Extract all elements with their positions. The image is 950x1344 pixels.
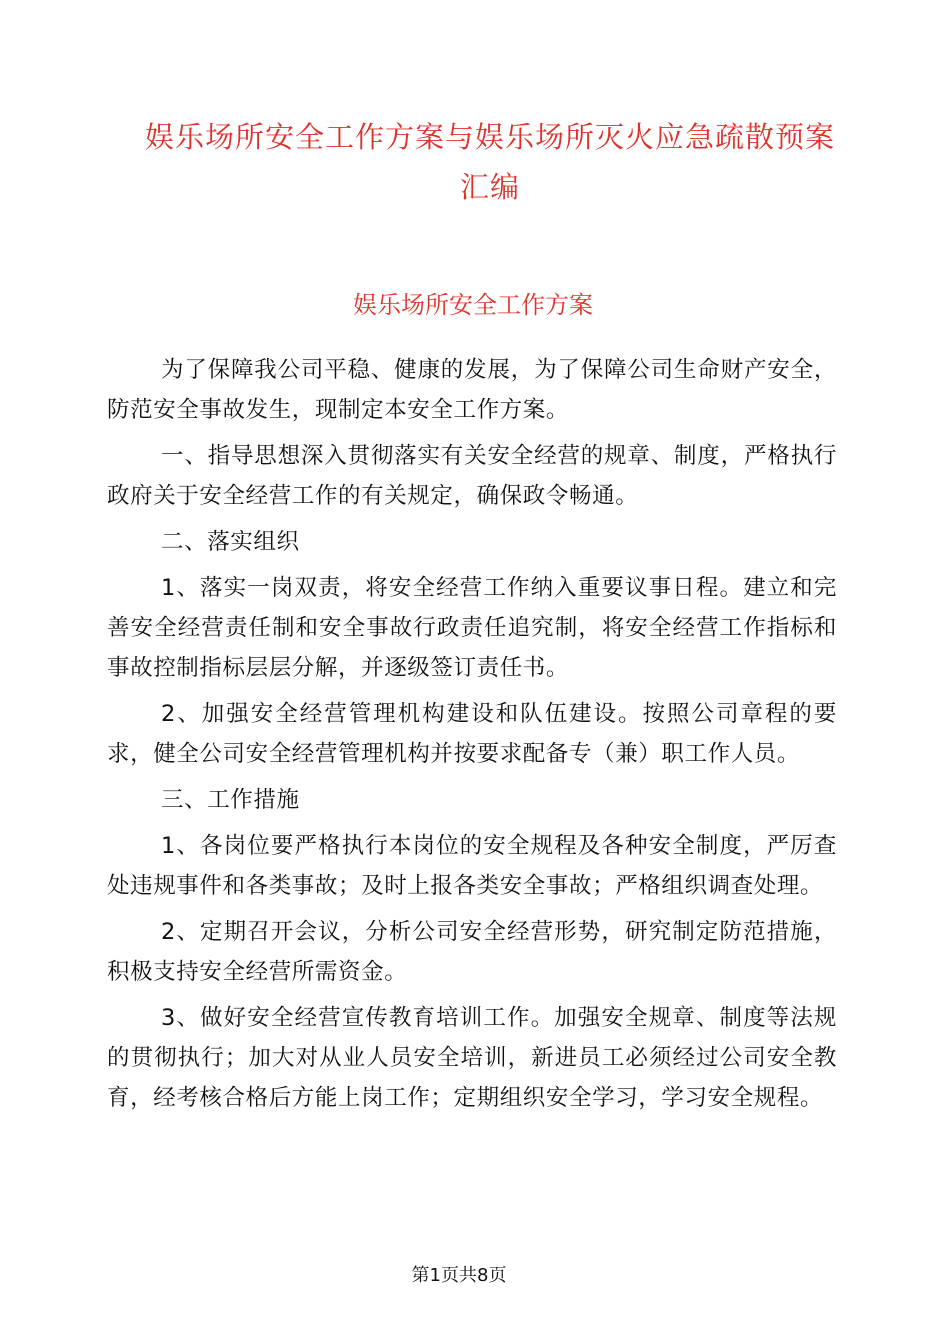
paragraph: 二、落实组织 <box>161 529 300 555</box>
title-line-2: 汇编 <box>459 170 520 204</box>
paragraph: 2、加强安全经营管理机构建设和队伍建设。按照公司章程的要求，健全公司安全经营管理机构并按要求配备专（兼）职工作人员。 <box>107 701 837 768</box>
paragraph: 为了保障我公司平稳、健康的发展，为了保障公司生命财产安全，防范安全事故发生，现制定本安全工作方案。 <box>107 357 837 424</box>
paragraph: 2、定期召开会议，分析公司安全经营形势，研究制定防范措施，积极支持安全经营所需资金。 <box>107 918 837 985</box>
paragraph: 一、指导思想深入贯彻落实有关安全经营的规章、制度，严格执行政府关于安全经营工作的有关规定，确保政令畅通。 <box>107 443 837 510</box>
title-line-1: 娱乐场所安全工作方案与娱乐场所灭火应急疏散预案 <box>144 120 835 154</box>
section-title: 娱乐场所安全工作方案 <box>353 291 593 319</box>
document-title <box>0 112 950 212</box>
document-body <box>107 350 837 1124</box>
page-number: 第1页共8页 <box>411 1265 507 1286</box>
paragraph: 1、落实一岗双责，将安全经营工作纳入重要议事日程。建立和完善安全经营责任制和安全事故行政责任追究制，将安全经营工作指标和事故控制指标层层分解，并逐级签订责任书。 <box>107 574 837 682</box>
paragraph: 1、各岗位要严格执行本岗位的安全规程及各种安全制度，严厉查处违规事件和各类事故；及时上报各类安全事故；严格组织调查处理。 <box>107 832 837 899</box>
paragraph: 3、做好安全经营宣传教育培训工作。加强安全规章、制度等法规的贯彻执行；加大对从业人员安全培训，新进员工必须经过公司安全教育，经考核合格后方能上岗工作；定期组织安全学习，学习安全规程。 <box>107 1004 837 1112</box>
paragraph: 三、工作措施 <box>161 787 300 813</box>
